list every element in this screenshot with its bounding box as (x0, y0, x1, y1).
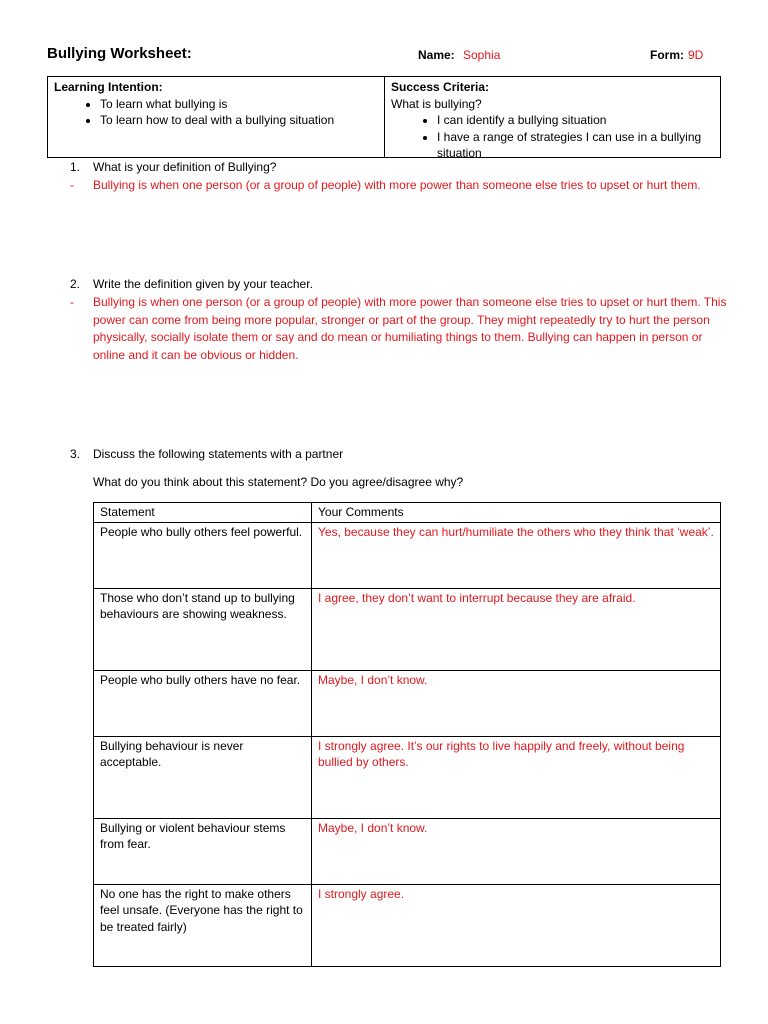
list-item: • I can identify a bullying situation (437, 112, 714, 129)
success-criteria-heading: Success Criteria: (391, 80, 490, 94)
success-criteria-subheading: What is bullying? (391, 96, 482, 111)
learning-intention-section (48, 77, 385, 157)
comment-cell[interactable]: Maybe, I don’t know. (312, 818, 721, 884)
answer-marker: - (70, 295, 74, 309)
answer-2[interactable] (70, 294, 730, 364)
answer-1[interactable] (70, 177, 730, 195)
question-number: 1. (70, 160, 81, 174)
table-row (94, 884, 721, 966)
comment-cell[interactable]: Yes, because they can hurt/humiliate the others who they think that ‘weak’. (312, 522, 721, 588)
learning-intention-heading: Learning Intention: (54, 80, 163, 94)
table-row (94, 818, 721, 884)
list-item: • To learn what bullying is (100, 96, 378, 113)
statement-cell: Bullying behaviour is never acceptable. (94, 736, 312, 818)
comment-cell[interactable]: Maybe, I don’t know. (312, 670, 721, 736)
question-text: What is your definition of Bullying? (93, 160, 277, 174)
comment-cell[interactable]: I strongly agree. It’s our rights to live happily and freely, without being bullied by others. (312, 736, 721, 818)
statement-cell: People who bully others have no fear. (94, 670, 312, 736)
column-header-comments: Your Comments (312, 503, 721, 523)
statement-prompt: What do you think about this statement? Do you agree/disagree why? (93, 475, 464, 489)
question-text: Discuss the following statements with a partner (93, 447, 344, 461)
list-item: • I have a range of strategies I can use in a bullying situation (437, 129, 714, 162)
learning-intention-list (54, 96, 378, 129)
column-header-statement: Statement (94, 503, 312, 523)
answer-text: Bullying is when one person (or a group of people) with more power than someone else tries to upset or hurt them. (93, 178, 701, 192)
intention-criteria-box (47, 76, 721, 158)
worksheet-title: Bullying Worksheet: (47, 45, 192, 62)
answer-marker: - (70, 178, 74, 192)
question-number: 2. (70, 277, 81, 291)
table-header-row (94, 503, 721, 523)
question-number: 3. (70, 447, 81, 461)
success-criteria-section (385, 77, 720, 160)
statements-table (93, 502, 721, 967)
comment-cell[interactable]: I agree, they don’t want to interrupt because they are afraid. (312, 588, 721, 670)
question-text: Write the definition given by your teacher. (93, 277, 313, 291)
table-row (94, 588, 721, 670)
statement-cell: Bullying or violent behaviour stems from fear. (94, 818, 312, 884)
form-value[interactable]: 9D (688, 48, 704, 62)
form-label: Form: (650, 48, 684, 62)
answer-text: Bullying is when one person (or a group of people) with more power than someone else tries to upset or hurt them. This power can come from being more popular, stronger or part of the group. They might repeatedly try to hurt the person physically, socially isolate them or say and do mean or humiliating things to them. Bullying can happen in person or online and it can be obvious or hidden. (93, 295, 727, 362)
table-row (94, 670, 721, 736)
table-row (94, 522, 721, 588)
success-criteria-list (391, 112, 714, 162)
comment-cell[interactable]: I strongly agree. (312, 884, 721, 966)
table-row (94, 736, 721, 818)
statement-cell: People who bully others feel powerful. (94, 522, 312, 588)
list-item: • To learn how to deal with a bullying situation (100, 112, 378, 129)
name-value[interactable]: Sophia (463, 48, 501, 62)
statement-cell: Those who don’t stand up to bullying behaviours are showing weakness. (94, 588, 312, 670)
name-label: Name: (418, 48, 455, 62)
statement-cell: No one has the right to make others feel unsafe. (Everyone has the right to be treated fairly) (94, 884, 312, 966)
